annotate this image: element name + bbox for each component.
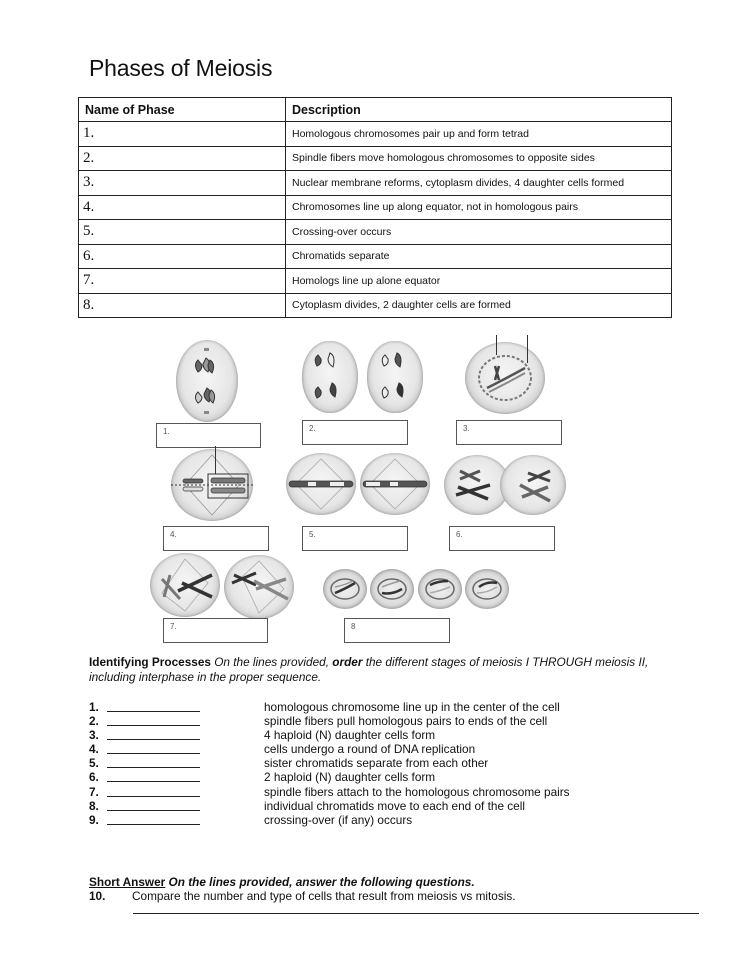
item-number: 8. bbox=[89, 798, 99, 813]
instruction-text: the different stages of meiosis I THROUGH meiosis II, including interphase in the proper sequence. bbox=[89, 655, 649, 684]
pointer-line bbox=[496, 335, 497, 355]
item-number: 2. bbox=[89, 714, 99, 729]
cell-illustration-telophase-2b bbox=[367, 341, 423, 413]
phase-description: Homologs line up alone equator bbox=[286, 269, 672, 294]
phase-name-cell[interactable]: 7. bbox=[79, 269, 286, 294]
cell-illustration-daughter-2 bbox=[370, 569, 414, 609]
instruction-text: On the lines provided, bbox=[210, 655, 333, 669]
answer-line[interactable] bbox=[133, 913, 699, 914]
item-description: spindle fibers attach to the homologous chromosome pairs bbox=[264, 784, 570, 799]
table-header-row bbox=[79, 98, 672, 122]
answer-blank[interactable] bbox=[107, 810, 200, 811]
label-box-7[interactable] bbox=[163, 618, 268, 643]
table-row bbox=[79, 195, 672, 220]
page-title: Phases of Meiosis bbox=[89, 55, 273, 81]
cell-illustration-metaphase-2b bbox=[360, 453, 430, 515]
phase-name-cell[interactable]: 8. bbox=[79, 293, 286, 318]
header-name-of-phase: Name of Phase bbox=[79, 98, 286, 122]
question-text: Compare the number and type of cells that result from meiosis vs mitosis. bbox=[132, 889, 516, 903]
label-box-number: 8 bbox=[351, 622, 356, 631]
table-row bbox=[79, 293, 672, 318]
label-box-number: 1. bbox=[163, 427, 170, 436]
chromosome-icon bbox=[418, 569, 462, 609]
pointer-line bbox=[527, 335, 528, 363]
label-box-number: 6. bbox=[456, 530, 463, 539]
label-box-1[interactable] bbox=[156, 423, 261, 448]
chromosome-icon bbox=[465, 569, 509, 609]
instruction-emphasis: order bbox=[332, 655, 363, 669]
table-row bbox=[79, 171, 672, 196]
chromosome-icon bbox=[370, 569, 414, 609]
chromosome-icon bbox=[176, 340, 238, 422]
chromosome-icon bbox=[302, 341, 358, 413]
phase-name-cell[interactable]: 3. bbox=[79, 171, 286, 196]
answer-blank[interactable] bbox=[107, 711, 200, 712]
short-answer-heading bbox=[89, 875, 475, 889]
phase-name-cell[interactable]: 1. bbox=[79, 122, 286, 147]
answer-blank[interactable] bbox=[107, 796, 200, 797]
phase-name-cell[interactable]: 6. bbox=[79, 244, 286, 269]
label-box-number: 2. bbox=[309, 424, 316, 433]
cell-illustration-daughter-1 bbox=[323, 569, 367, 609]
label-box-number: 5. bbox=[309, 530, 316, 539]
chromosome-icon bbox=[224, 555, 294, 619]
cell-illustration-daughter-4 bbox=[465, 569, 509, 609]
item-number: 9. bbox=[89, 812, 99, 827]
cell-illustration-anaphase-2b bbox=[224, 555, 294, 619]
label-box-number: 3. bbox=[463, 424, 470, 433]
cell-illustration-anaphase-1 bbox=[176, 340, 238, 422]
item-number: 7. bbox=[89, 784, 99, 799]
instruction-text: On the lines provided, answer the following questions. bbox=[165, 875, 475, 889]
chromosome-icon bbox=[465, 342, 545, 414]
item-description: 2 haploid (N) daughter cells form bbox=[264, 770, 436, 785]
phase-description: Crossing-over occurs bbox=[286, 220, 672, 245]
label-box-4[interactable] bbox=[163, 526, 269, 551]
cell-illustration-daughter-3 bbox=[418, 569, 462, 609]
label-box-3[interactable] bbox=[456, 420, 562, 445]
item-description: spindle fibers pull homologous pairs to ends of the cell bbox=[264, 714, 548, 729]
pointer-line bbox=[215, 446, 216, 474]
chromosome-icon bbox=[323, 569, 367, 609]
phase-name-cell[interactable]: 5. bbox=[79, 220, 286, 245]
phase-description: Cytoplasm divides, 2 daughter cells are formed bbox=[286, 293, 672, 318]
item-description: individual chromatids move to each end of the cell bbox=[264, 798, 525, 813]
table-row bbox=[79, 122, 672, 147]
cell-illustration-cytokinesis-b bbox=[500, 455, 566, 515]
item-number: 4. bbox=[89, 742, 99, 757]
chromosome-icon bbox=[171, 449, 253, 521]
item-description: 4 haploid (N) daughter cells form bbox=[264, 728, 436, 743]
section-heading: Short Answer bbox=[89, 875, 166, 889]
phase-description: Nuclear membrane reforms, cytoplasm divides, 4 daughter cells formed bbox=[286, 171, 672, 196]
chromosome-icon bbox=[367, 341, 423, 413]
cell-illustration-telophase-2a bbox=[302, 341, 358, 413]
label-box-number: 7. bbox=[170, 622, 177, 631]
table-row bbox=[79, 146, 672, 171]
cell-illustration-anaphase-2a bbox=[150, 553, 220, 617]
phase-description: Homologous chromosomes pair up and form tetrad bbox=[286, 122, 672, 147]
phases-table bbox=[78, 97, 672, 318]
label-box-2[interactable] bbox=[302, 420, 408, 445]
table-row bbox=[79, 269, 672, 294]
section-heading: Identifying Processes bbox=[89, 655, 211, 669]
chromosome-icon bbox=[150, 553, 220, 617]
answer-blank[interactable] bbox=[107, 739, 200, 740]
item-number: 6. bbox=[89, 770, 99, 785]
phase-name-cell[interactable]: 4. bbox=[79, 195, 286, 220]
item-number: 1. bbox=[89, 700, 99, 714]
table-row bbox=[79, 244, 672, 269]
answer-blank[interactable] bbox=[107, 753, 200, 754]
chromosome-icon bbox=[500, 455, 566, 515]
question-number: 10. bbox=[89, 889, 106, 903]
item-description: sister chromatids separate from each other bbox=[264, 756, 489, 771]
cell-illustration-prophase-1 bbox=[465, 342, 545, 414]
label-box-number: 4. bbox=[170, 530, 177, 539]
label-box-8[interactable] bbox=[344, 618, 450, 643]
chromosome-icon bbox=[360, 453, 430, 515]
phase-description: Spindle fibers move homologous chromosomes to opposite sides bbox=[286, 146, 672, 171]
table-row bbox=[79, 220, 672, 245]
answer-blank[interactable] bbox=[107, 824, 200, 825]
item-description: crossing-over (if any) occurs bbox=[264, 812, 413, 827]
item-number: 5. bbox=[89, 756, 99, 771]
cell-illustration-metaphase-1 bbox=[171, 449, 253, 521]
answer-blank[interactable] bbox=[107, 725, 200, 726]
question-10 bbox=[89, 889, 516, 903]
phase-description: Chromosomes line up along equator, not in homologous pairs bbox=[286, 195, 672, 220]
item-number: 3. bbox=[89, 728, 99, 743]
label-box-5[interactable] bbox=[302, 526, 408, 551]
phase-description: Chromatids separate bbox=[286, 244, 672, 269]
chromosome-icon bbox=[286, 453, 356, 515]
answer-blank[interactable] bbox=[107, 781, 200, 782]
label-box-6[interactable] bbox=[449, 526, 555, 551]
item-description: homologous chromosome line up in the center of the cell bbox=[264, 700, 560, 714]
phase-name-cell[interactable]: 2. bbox=[79, 146, 286, 171]
identifying-processes-instructions bbox=[89, 655, 679, 685]
cell-illustration-metaphase-2a bbox=[286, 453, 356, 515]
answer-blank[interactable] bbox=[107, 767, 200, 768]
item-description: cells undergo a round of DNA replication bbox=[264, 742, 476, 757]
header-description: Description bbox=[286, 98, 672, 122]
